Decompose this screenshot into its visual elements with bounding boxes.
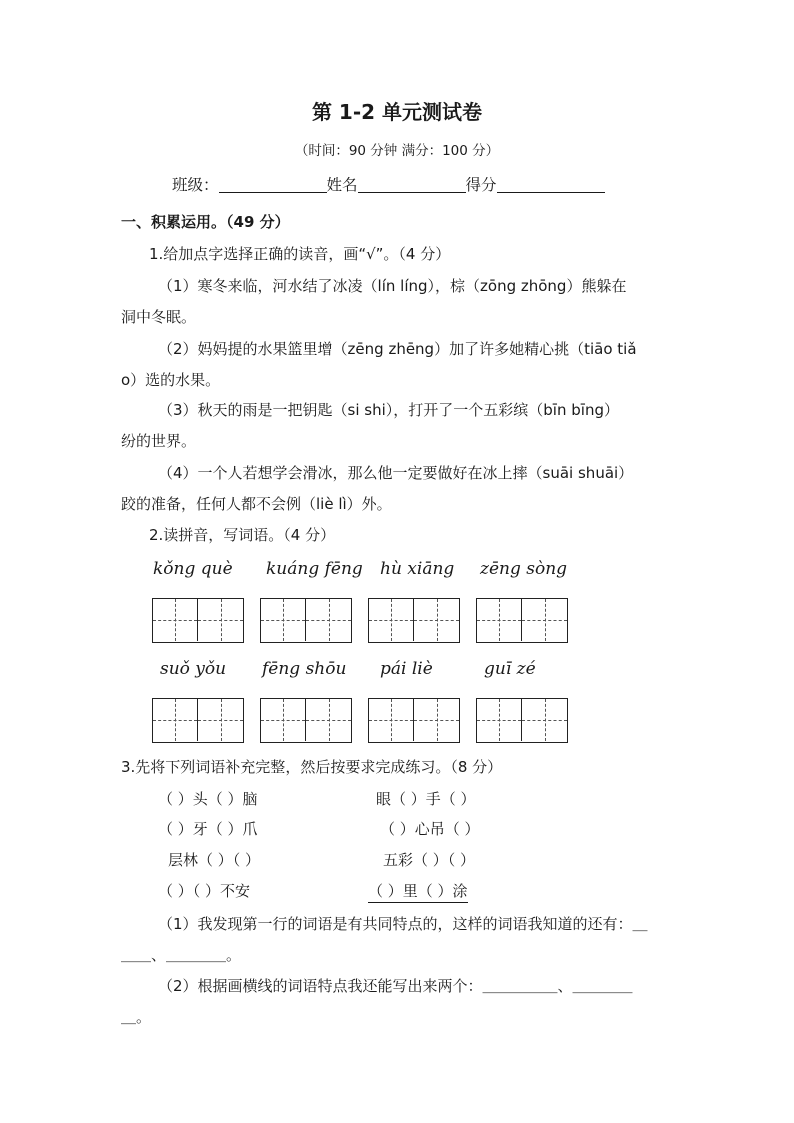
class-field[interactable] <box>219 176 327 193</box>
q3-sub-1: （1）我发现第一行的词语是有共同特点的，这样的词语我知道的还有：＿ <box>158 915 648 933</box>
q3-sub-2-cont: ＿。 <box>121 1008 152 1026</box>
q1-item-3: （3）秋天的雨是一把钥匙（si shi），打开了一个五彩缤（bīn bīng） <box>158 401 619 419</box>
page-title: 第 1-2 单元测试卷 <box>311 100 483 124</box>
writing-grid[interactable] <box>476 698 568 743</box>
section-heading: 一、积累运用。（49 分） <box>121 213 290 231</box>
q3-sub-2: （2）根据画横线的词语特点我还能写出来两个：＿＿＿＿＿、＿＿＿＿ <box>158 977 633 995</box>
pinyin-label: kǒng què <box>153 559 233 579</box>
q1-item-3-cont: 纷的世界。 <box>121 432 197 450</box>
writing-grid[interactable] <box>152 698 244 743</box>
writing-grid[interactable] <box>152 598 244 643</box>
writing-grid[interactable] <box>260 698 352 743</box>
writing-grid[interactable] <box>260 598 352 643</box>
idiom-blank[interactable]: （ ）（ ）不安 <box>158 882 251 900</box>
q1-item-1: （1）寒冬来临，河水结了冰凌（lín líng），棕（zōng zhōng）熊躲在 <box>158 277 627 295</box>
class-label: 班级： <box>172 176 219 194</box>
name-label: 姓名 <box>326 176 358 194</box>
idiom-blank[interactable]: 五彩（ ）（ ） <box>383 851 476 869</box>
q1-item-2: （2）妈妈提的水果篮里增（zēng zhēng）加了许多她精心挑（tiāo tiǎ <box>158 340 637 358</box>
writing-grid[interactable] <box>476 598 568 643</box>
student-info-row <box>172 173 605 195</box>
idiom-blank[interactable]: （ ）牙（ ）爪 <box>158 820 258 838</box>
q1-prompt: 1.给加点字选择正确的读音，画“√”。（4 分） <box>149 245 451 263</box>
pinyin-label: pái liè <box>380 659 433 679</box>
pinyin-label: zēng sòng <box>480 559 568 579</box>
idiom-blank[interactable]: （ ）头（ ）脑 <box>158 790 258 808</box>
writing-grid[interactable] <box>368 698 460 743</box>
q3-prompt: 3.先将下列词语补充完整，然后按要求完成练习。（8 分） <box>121 758 503 776</box>
q3-sub-1-cont: ＿＿、＿＿＿＿。 <box>121 946 242 964</box>
pinyin-label: kuáng fēng <box>266 559 363 579</box>
q1-item-4-cont: 跤的准备，任何人都不会例（liè lì）外。 <box>121 495 392 513</box>
q1-item-4: （4）一个人若想学会滑冰，那么他一定要做好在冰上摔（suāi shuāi） <box>158 464 634 482</box>
idiom-blank[interactable]: 层林（ ）（ ） <box>168 851 261 869</box>
q1-item-2-cont: o）选的水果。 <box>121 371 221 389</box>
q2-prompt: 2.读拼音，写词语。（4 分） <box>149 526 336 544</box>
underlined-idiom[interactable]: （ ）里（ ）涂 <box>368 880 468 903</box>
idiom-blank[interactable]: 眼（ ）手（ ） <box>376 790 476 808</box>
score-field[interactable] <box>497 176 605 193</box>
name-field[interactable] <box>358 176 466 193</box>
writing-grid[interactable] <box>368 598 460 643</box>
idiom-blank[interactable]: （ ）心吊（ ） <box>380 820 480 838</box>
pinyin-label: suǒ yǒu <box>160 659 227 679</box>
score-label: 得分 <box>465 176 497 194</box>
pinyin-label: guī zé <box>484 659 536 679</box>
pinyin-label: hù xiāng <box>380 559 455 579</box>
q1-item-1-cont: 洞中冬眠。 <box>121 308 197 326</box>
exam-meta: （时间：90 分钟 满分：100 分） <box>294 143 500 159</box>
pinyin-label: fēng shōu <box>262 659 347 679</box>
